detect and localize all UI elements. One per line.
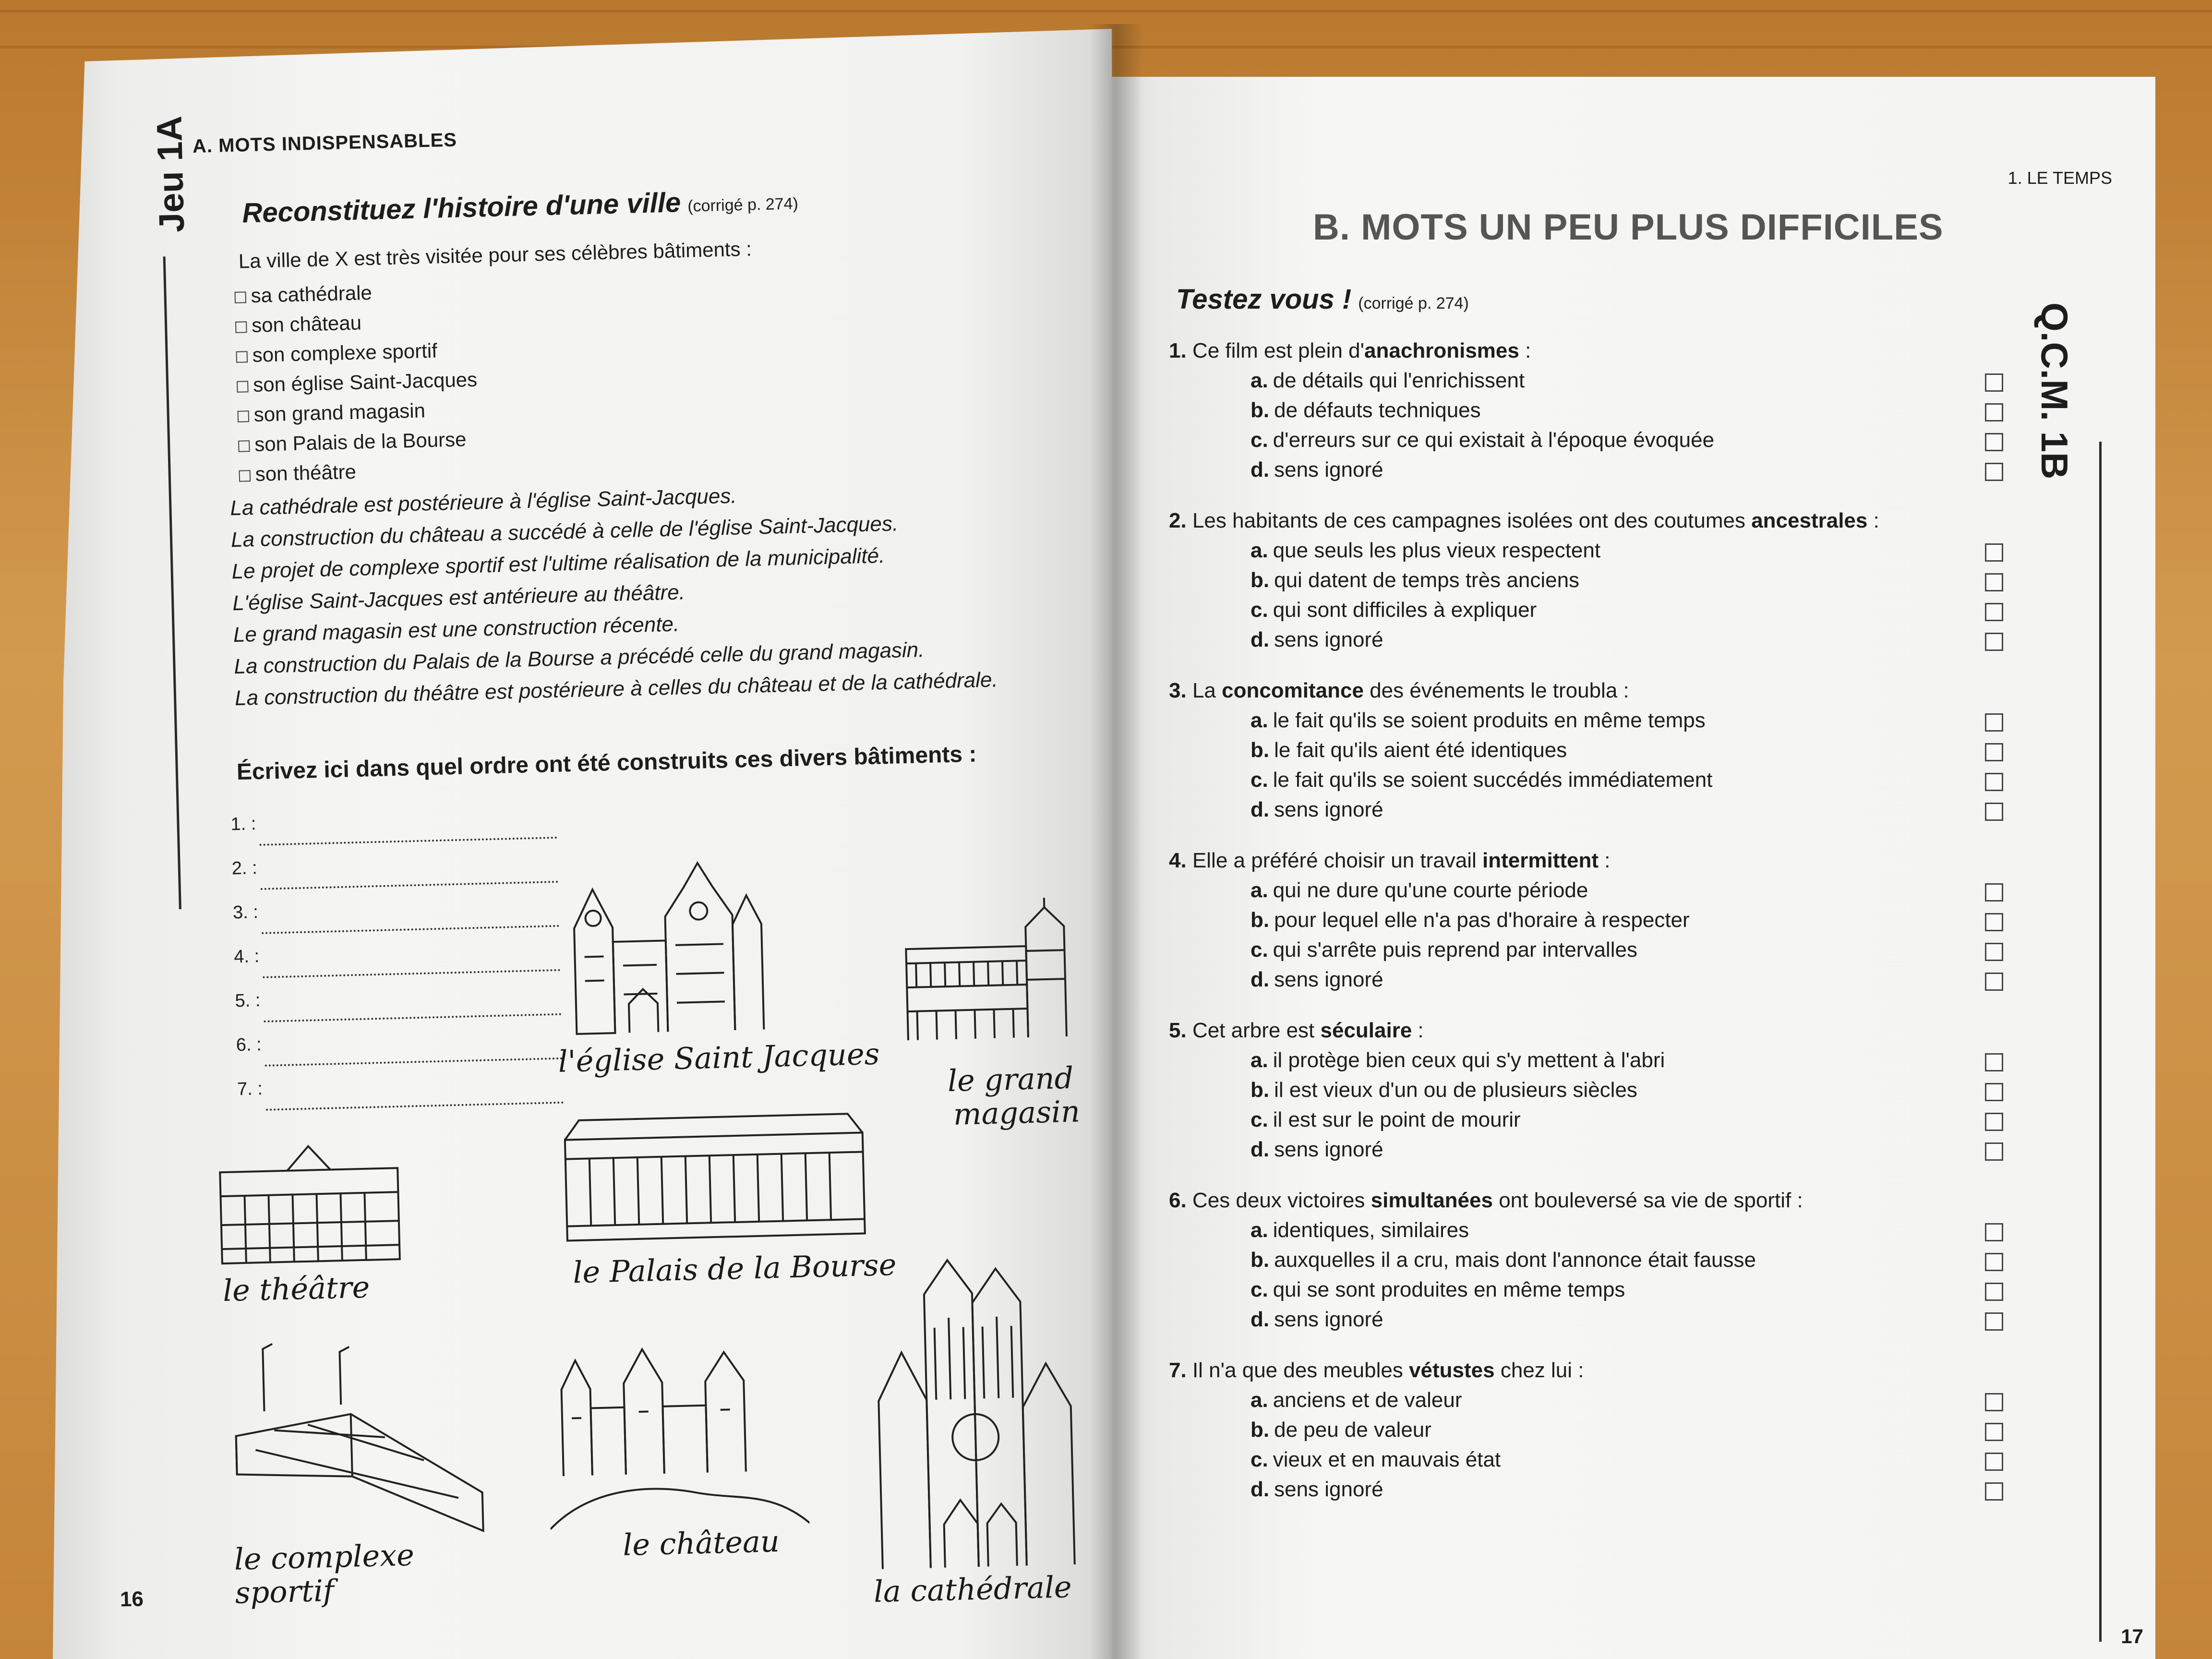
question-stem <box>1169 1016 1985 1046</box>
test-title <box>1176 283 1469 315</box>
option-text: le fait qu'ils aient été identiques <box>1274 738 1567 762</box>
question-list <box>1169 336 1985 1526</box>
question-block <box>1169 506 1985 655</box>
question-text-before: Cet arbre est <box>1192 1019 1321 1042</box>
building-checkbox[interactable] <box>235 321 247 333</box>
question-stem <box>1169 676 1985 706</box>
question-number: 4. <box>1169 849 1187 872</box>
clue-line: La construction du Palais de la Bourse a précédé celle du grand magasin. <box>233 638 925 679</box>
option-letter: b. <box>1250 738 1270 762</box>
answer-line <box>233 927 560 979</box>
option-text: sens ignoré <box>1274 458 1383 481</box>
question-text-after: : <box>1519 339 1531 362</box>
option-text: il est sur le point de mourir <box>1273 1108 1521 1131</box>
option-checkbox[interactable] <box>1985 803 2003 821</box>
answer-option <box>1169 1215 1985 1245</box>
answer-option <box>1169 1046 1985 1075</box>
building-checkbox[interactable] <box>238 410 250 422</box>
option-checkbox[interactable] <box>1985 373 2003 392</box>
intro-text: La ville de X est très visitée pour ses célèbres bâtiments : <box>238 237 752 273</box>
option-checkbox[interactable] <box>1985 633 2003 651</box>
option-checkbox[interactable] <box>1985 603 2003 621</box>
left-page-content <box>53 3 1155 1659</box>
section-tag: A. MOTS INDISPENSABLES <box>192 129 457 157</box>
question-keyword: anachronismes <box>1364 339 1519 362</box>
answer-option <box>1169 965 1985 995</box>
option-checkbox[interactable] <box>1985 1053 2003 1071</box>
option-letter: c. <box>1250 938 1268 962</box>
answer-line <box>234 971 561 1023</box>
answer-line <box>236 1015 563 1068</box>
option-checkbox[interactable] <box>1985 773 2003 791</box>
question-stem <box>1169 1356 1985 1385</box>
right-page-content <box>1111 77 2155 1659</box>
question-keyword: concomitance <box>1222 679 1364 702</box>
option-letter: c. <box>1250 1278 1268 1301</box>
option-text: sens ignoré <box>1274 1308 1383 1331</box>
answer-line <box>231 839 558 891</box>
question-number: 2. <box>1169 509 1187 532</box>
option-checkbox[interactable] <box>1985 1482 2003 1501</box>
option-letter: c. <box>1250 598 1268 622</box>
question-keyword: séculaire <box>1320 1019 1412 1042</box>
answer-number: 2. : <box>231 858 258 879</box>
answer-option <box>1169 1305 1985 1334</box>
option-text: pour lequel elle n'a pas d'horaire à respecter <box>1274 908 1690 932</box>
building-label: son église Saint-Jacques <box>252 368 478 397</box>
option-letter: c. <box>1250 1448 1268 1471</box>
building-label: son Palais de la Bourse <box>254 428 467 456</box>
palais-drawing <box>559 1099 870 1246</box>
option-letter: a. <box>1250 1048 1268 1072</box>
eglise-caption: l'église Saint Jacques <box>557 1036 880 1079</box>
clue-line: La construction du château a succédé à celle de l'église Saint-Jacques. <box>230 512 899 552</box>
option-checkbox[interactable] <box>1985 1393 2003 1411</box>
question-stem <box>1169 336 1985 366</box>
answer-option <box>1169 625 1985 655</box>
answer-option <box>1169 1075 1985 1105</box>
option-checkbox[interactable] <box>1985 1253 2003 1271</box>
question-text-after: : <box>1412 1019 1424 1042</box>
answer-option <box>1169 1245 1985 1275</box>
option-text: identiques, similaires <box>1273 1218 1469 1242</box>
question-block <box>1169 336 1985 485</box>
grand-magasin-caption-2: magasin <box>952 1094 1081 1132</box>
answer-option <box>1169 735 1985 765</box>
clue-list <box>230 474 998 714</box>
chapter-header: 1. LE TEMPS <box>2008 168 2112 188</box>
option-letter: b. <box>1250 398 1270 422</box>
clue-line: La construction du théâtre est postérieure à celles du château et de la cathédrale. <box>234 668 998 710</box>
option-text: qui datent de temps très anciens <box>1274 568 1580 592</box>
option-letter: d. <box>1250 1138 1270 1161</box>
answer-option <box>1169 396 1985 425</box>
question-block <box>1169 1356 1985 1504</box>
option-text: le fait qu'ils se soient succédés immédiatement <box>1273 768 1713 792</box>
question-number: 5. <box>1169 1019 1187 1042</box>
building-list <box>234 276 480 490</box>
complexe-caption-1: le complexe <box>234 1537 415 1577</box>
grand-magasin-drawing <box>900 897 1086 1045</box>
answer-option <box>1169 905 1985 935</box>
option-checkbox[interactable] <box>1985 1223 2003 1241</box>
question-keyword: intermittent <box>1482 849 1599 872</box>
question-block <box>1169 1186 1985 1334</box>
answer-option <box>1169 595 1985 625</box>
option-letter: c. <box>1250 768 1268 792</box>
option-letter: a. <box>1250 1218 1268 1242</box>
option-checkbox[interactable] <box>1985 943 2003 961</box>
question-keyword: simultanées <box>1370 1189 1493 1212</box>
option-checkbox[interactable] <box>1985 543 2003 562</box>
answer-option <box>1169 1415 1985 1445</box>
option-checkbox[interactable] <box>1985 433 2003 451</box>
option-checkbox[interactable] <box>1985 743 2003 761</box>
option-text: qui s'arrête puis reprend par intervalles <box>1273 938 1637 962</box>
corrige-ref: (corrigé p. 274) <box>1358 294 1469 313</box>
question-number: 6. <box>1169 1189 1187 1212</box>
question-keyword: vétustes <box>1409 1358 1495 1382</box>
eglise-drawing <box>563 856 774 1039</box>
tab-rule <box>2099 442 2102 1642</box>
option-text: sens ignoré <box>1274 628 1383 651</box>
option-checkbox[interactable] <box>1985 1423 2003 1441</box>
option-text: anciens et de valeur <box>1273 1388 1462 1412</box>
building-checkbox[interactable] <box>237 381 249 393</box>
option-letter: c. <box>1250 428 1268 452</box>
building-label: son théâtre <box>255 460 357 485</box>
answer-number: 1. : <box>230 814 256 835</box>
option-checkbox[interactable] <box>1985 573 2003 591</box>
game-title-text: Reconstituez l'histoire d'une ville <box>241 187 681 229</box>
answer-option <box>1169 455 1985 485</box>
option-letter: a. <box>1250 878 1268 902</box>
building-label: sa cathédrale <box>251 281 373 307</box>
complexe-sportif-drawing <box>224 1334 498 1542</box>
building-item <box>238 424 479 460</box>
building-checkbox[interactable] <box>239 470 251 482</box>
palais-caption: le Palais de la Bourse <box>572 1247 897 1290</box>
test-title-text: Testez vous ! <box>1176 284 1352 315</box>
answer-line <box>237 1059 564 1112</box>
building-label: son complexe sportif <box>252 339 438 367</box>
answer-option <box>1169 1445 1985 1475</box>
option-letter: d. <box>1250 1478 1270 1501</box>
answer-option <box>1169 1105 1985 1135</box>
option-checkbox[interactable] <box>1985 913 2003 931</box>
question-text-after: des événements le troubla : <box>1363 679 1629 702</box>
answer-option <box>1169 706 1985 735</box>
write-instruction: Écrivez ici dans quel ordre ont été construits ces divers bâtiments : <box>236 741 977 785</box>
option-letter: d. <box>1250 628 1270 651</box>
option-checkbox[interactable] <box>1985 463 2003 481</box>
answer-option <box>1169 366 1985 396</box>
option-checkbox[interactable] <box>1985 973 2003 991</box>
option-text: de peu de valeur <box>1274 1418 1431 1442</box>
answer-option <box>1169 1135 1985 1165</box>
question-text-after: : <box>1599 849 1611 872</box>
option-text: d'erreurs sur ce qui existait à l'époque évoquée <box>1273 428 1715 452</box>
question-block <box>1169 676 1985 825</box>
question-text-after: chez lui : <box>1494 1358 1584 1382</box>
answer-line <box>230 794 557 847</box>
option-letter: a. <box>1250 369 1268 392</box>
answer-number: 6. : <box>236 1034 262 1056</box>
option-text: auxquelles il a cru, mais dont l'annonce était fausse <box>1274 1248 1756 1272</box>
answer-option <box>1169 565 1985 595</box>
chateau-drawing <box>546 1326 810 1534</box>
option-letter: d. <box>1250 458 1270 481</box>
option-letter: b. <box>1250 1078 1270 1102</box>
option-letter: d. <box>1250 1308 1270 1331</box>
question-stem <box>1169 846 1985 876</box>
answer-option <box>1169 935 1985 965</box>
option-letter: a. <box>1250 709 1268 732</box>
game-tab: Jeu 1A <box>149 115 192 233</box>
question-text-after: : <box>1867 509 1879 532</box>
option-text: qui sont difficiles à expliquer <box>1273 598 1537 622</box>
option-letter: d. <box>1250 968 1270 991</box>
answer-option <box>1169 1475 1985 1504</box>
option-text: qui ne dure qu'une courte période <box>1273 878 1588 902</box>
question-text-before: Il n'a que des meubles <box>1192 1358 1409 1382</box>
answer-list <box>230 794 563 1111</box>
question-stem <box>1169 1186 1985 1215</box>
clue-line: La cathédrale est postérieure à l'église Saint-Jacques. <box>229 484 737 520</box>
option-letter: b. <box>1250 1248 1270 1272</box>
answer-option <box>1169 536 1985 565</box>
building-checkbox[interactable] <box>238 440 250 452</box>
option-checkbox[interactable] <box>1985 1113 2003 1131</box>
building-label: son château <box>251 311 362 337</box>
option-letter: c. <box>1250 1108 1268 1131</box>
answer-option <box>1169 1385 1985 1415</box>
option-text: qui se sont produites en même temps <box>1273 1278 1625 1301</box>
option-letter: b. <box>1250 908 1270 932</box>
theatre-caption: le théâtre <box>222 1269 371 1309</box>
tab-rule <box>163 256 181 909</box>
option-checkbox[interactable] <box>1985 1453 2003 1471</box>
answer-option <box>1169 425 1985 455</box>
answer-number: 7. : <box>237 1078 263 1100</box>
building-checkbox[interactable] <box>234 291 246 303</box>
answer-option <box>1169 1275 1985 1305</box>
page-number-right: 17 <box>2121 1625 2143 1647</box>
game-title <box>242 183 799 229</box>
question-number: 1. <box>1169 339 1187 362</box>
option-checkbox[interactable] <box>1985 403 2003 421</box>
section-title: B. MOTS UN PEU PLUS DIFFICILES <box>1313 207 1944 248</box>
option-checkbox[interactable] <box>1985 883 2003 902</box>
question-text-before: Ces deux victoires <box>1192 1189 1371 1212</box>
option-text: sens ignoré <box>1274 1478 1383 1501</box>
question-text-before: Elle a préféré choisir un travail <box>1192 849 1482 872</box>
option-text: que seuls les plus vieux respectent <box>1273 539 1601 562</box>
option-text: vieux et en mauvais état <box>1273 1448 1501 1471</box>
page-number-left: 16 <box>120 1587 144 1611</box>
option-text: le fait qu'ils se soient produits en même temps <box>1273 709 1706 732</box>
option-checkbox[interactable] <box>1985 713 2003 732</box>
qcm-tab: Q.C.M. 1B <box>2033 302 2076 480</box>
option-letter: d. <box>1250 798 1270 821</box>
option-text: de détails qui l'enrichissent <box>1273 369 1525 392</box>
option-checkbox[interactable] <box>1985 1312 2003 1331</box>
theatre-drawing <box>215 1139 405 1268</box>
cathedrale-caption: la cathédrale <box>873 1569 1072 1610</box>
building-item <box>239 454 480 490</box>
clue-line: Le projet de complexe sportif est l'ultime réalisation de la municipalité. <box>231 543 885 584</box>
corrige-ref: (corrigé p. 274) <box>687 194 799 216</box>
option-text: de défauts techniques <box>1274 398 1481 422</box>
option-text: sens ignoré <box>1274 968 1383 991</box>
question-block <box>1169 846 1985 995</box>
answer-number: 4. : <box>233 946 260 967</box>
answer-option <box>1169 795 1985 825</box>
answer-option <box>1169 765 1985 795</box>
question-block <box>1169 1016 1985 1165</box>
question-text-after: ont bouleversé sa vie de sportif : <box>1492 1189 1803 1212</box>
question-number: 3. <box>1169 679 1187 702</box>
answer-number: 5. : <box>235 990 261 1011</box>
answer-option <box>1169 876 1985 905</box>
option-letter: a. <box>1250 1388 1268 1412</box>
option-text: il protège bien ceux qui s'y mettent à l'abri <box>1273 1048 1665 1072</box>
option-letter: b. <box>1250 568 1270 592</box>
option-checkbox[interactable] <box>1985 1083 2003 1101</box>
option-letter: b. <box>1250 1418 1270 1442</box>
answer-line <box>232 883 559 935</box>
option-text: sens ignoré <box>1274 1138 1383 1161</box>
question-keyword: ancestrales <box>1751 509 1868 532</box>
answer-blank[interactable] <box>265 1087 564 1111</box>
building-label: son grand magasin <box>253 399 426 426</box>
question-stem <box>1169 506 1985 536</box>
option-checkbox[interactable] <box>1985 1283 2003 1301</box>
option-text: sens ignoré <box>1274 798 1383 821</box>
cathedrale-drawing <box>866 1252 1080 1574</box>
clue-line: Le grand magasin est une construction récente. <box>233 612 680 647</box>
chateau-caption: le château <box>622 1523 780 1563</box>
question-number: 7. <box>1169 1358 1187 1382</box>
option-text: il est vieux d'un ou de plusieurs siècles <box>1274 1078 1637 1102</box>
option-letter: a. <box>1250 539 1268 562</box>
clue-line: L'église Saint-Jacques est antérieure au théâtre. <box>232 580 685 615</box>
complexe-caption-2: sportif <box>234 1573 335 1611</box>
building-checkbox[interactable] <box>236 351 248 363</box>
answer-number: 3. : <box>232 902 259 923</box>
grand-magasin-caption-1: le grand <box>947 1060 1074 1099</box>
question-text-before: La <box>1192 679 1222 702</box>
question-text-before: Les habitants de ces campagnes isolées ont des coutumes <box>1192 509 1752 532</box>
building-item <box>237 365 478 400</box>
question-text-before: Ce film est plein d' <box>1192 339 1365 362</box>
option-checkbox[interactable] <box>1985 1142 2003 1161</box>
